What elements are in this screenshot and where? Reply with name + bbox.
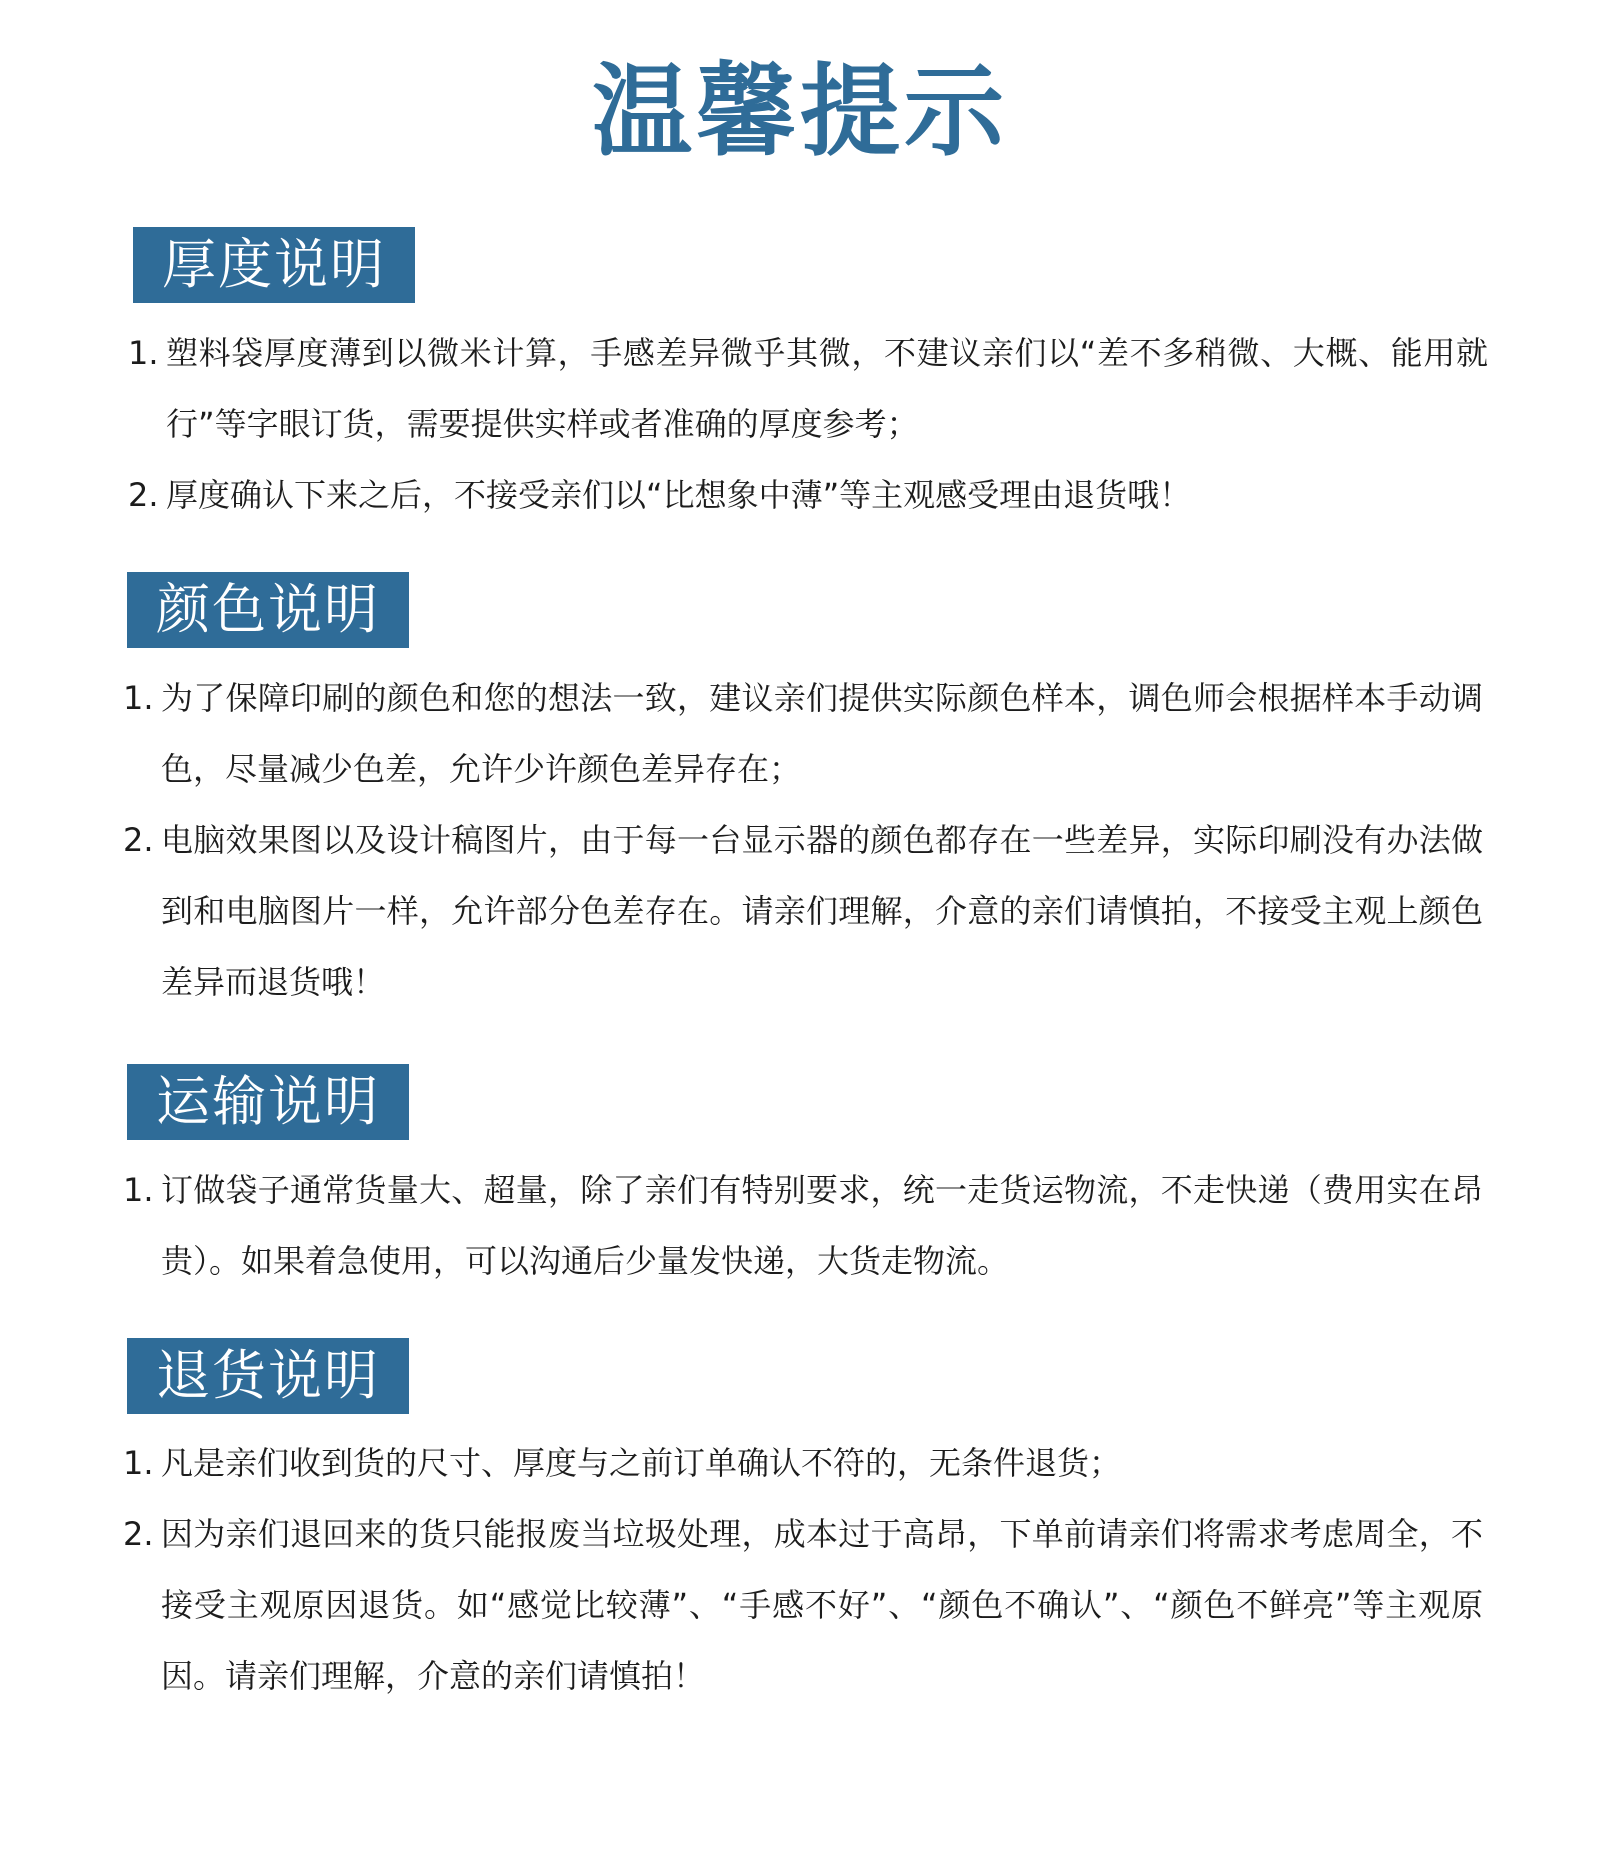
list-item (123, 1428, 1483, 1499)
list-item (123, 1155, 1483, 1297)
item-number: 1. (123, 1444, 154, 1482)
item-text: 凡是亲们收到货的尺寸、厚度与之前订单确认不符的，无条件退货； (161, 1444, 1122, 1482)
list-item (123, 663, 1483, 805)
section-heading-returns: 退货说明 (127, 1338, 409, 1414)
item-list-thickness (128, 318, 1488, 531)
list-item (123, 1499, 1483, 1712)
item-text: 为了保障印刷的颜色和您的想法一致，建议亲们提供实际颜色样本，调色师会根据样本手动调色，尽量减少色差，允许少许颜色差异存在； (161, 679, 1483, 788)
item-list-shipping (123, 1155, 1483, 1297)
item-number: 1. (123, 679, 154, 717)
item-number: 2. (128, 476, 159, 514)
list-item (128, 460, 1488, 531)
item-number: 1. (128, 334, 159, 372)
item-text: 因为亲们退回来的货只能报废当垃圾处理，成本过于高昂，下单前请亲们将需求考虑周全，不接受主观原因退货。如“感觉比较薄”、“手感不好”、“颜色不确认”、“颜色不鲜亮”等主观原因。请亲们理解，介意的亲们请慎拍！ (161, 1515, 1483, 1695)
list-item (128, 318, 1488, 460)
item-number: 1. (123, 1171, 154, 1209)
list-item (123, 805, 1483, 1018)
item-text: 电脑效果图以及设计稿图片，由于每一台显示器的颜色都存在一些差异，实际印刷没有办法做到和电脑图片一样，允许部分色差存在。请亲们理解，介意的亲们请慎拍，不接受主观上颜色差异而退货哦！ (161, 821, 1483, 1001)
section-heading-shipping: 运输说明 (127, 1064, 409, 1140)
item-text: 订做袋子通常货量大、超量，除了亲们有特别要求，统一走货运物流，不走快递（费用实在昂贵）。如果着急使用，可以沟通后少量发快递，大货走物流。 (161, 1171, 1483, 1280)
item-text: 塑料袋厚度薄到以微米计算，手感差异微乎其微，不建议亲们以“差不多稍微、大概、能用就行”等字眼订货，需要提供实样或者准确的厚度参考； (166, 334, 1488, 443)
item-number: 2. (123, 1515, 154, 1553)
page-title: 温馨提示 (592, 53, 1008, 170)
section-heading-thickness: 厚度说明 (133, 227, 415, 303)
item-number: 2. (123, 821, 154, 859)
item-list-returns (123, 1428, 1483, 1712)
item-text: 厚度确认下来之后，不接受亲们以“比想象中薄”等主观感受理由退货哦！ (166, 476, 1192, 514)
section-heading-color: 颜色说明 (127, 572, 409, 648)
item-list-color (123, 663, 1483, 1018)
